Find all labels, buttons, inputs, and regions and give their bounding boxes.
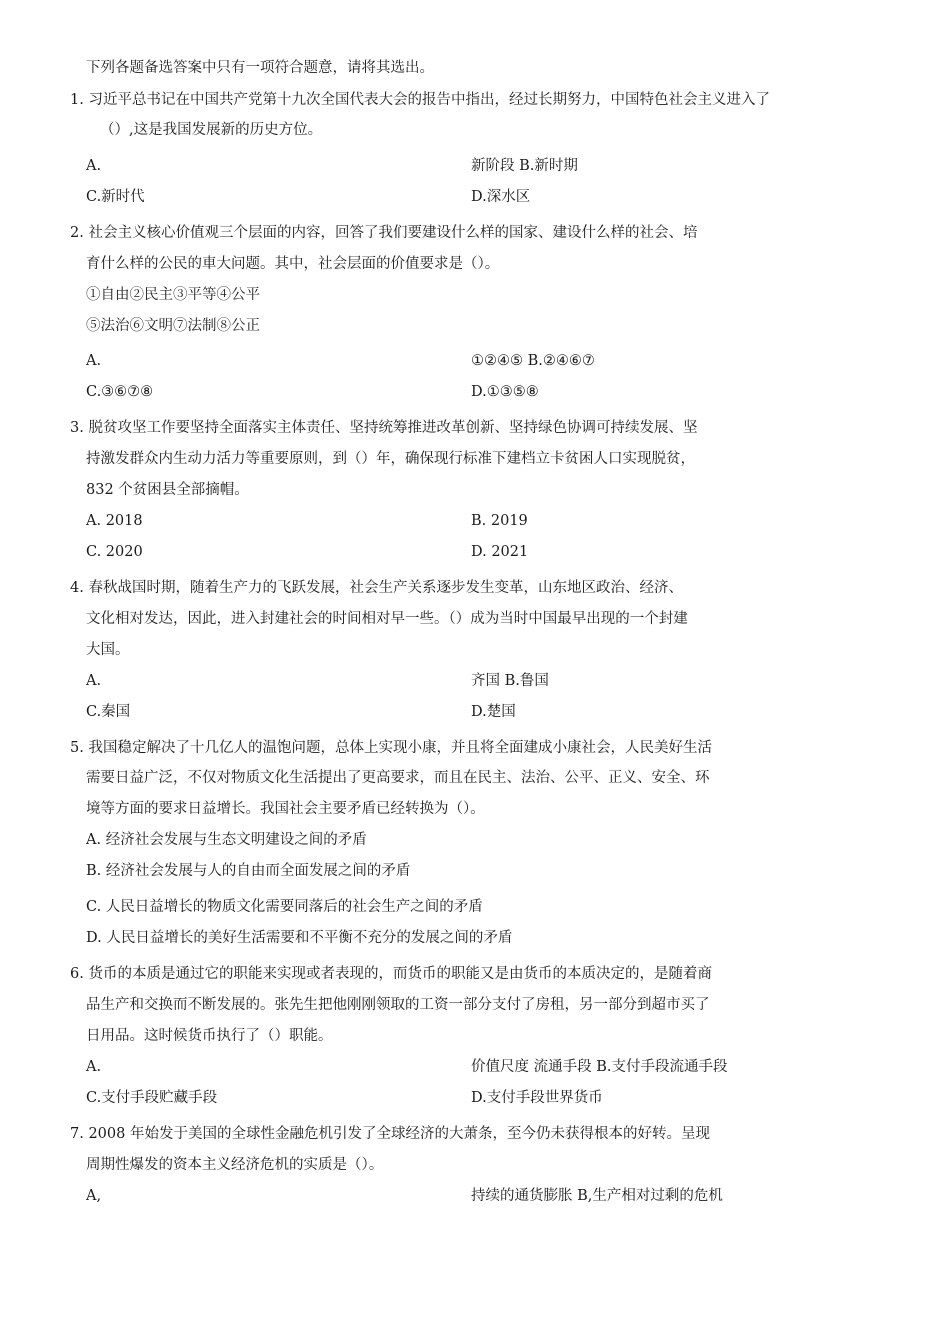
question-5-option-d: D. 人民日益增长的美好生活需要和不平衡不充分的发展之间的矛盾 [86, 930, 513, 946]
question-2-option-b: ①②④⑤ B.②④⑥⑦ [471, 353, 595, 369]
question-4-stem-line-3: 大国。 [86, 642, 130, 658]
question-5-stem-line-3: 境等方面的要求日益增长。我国社会主要矛盾已经转换为（）。 [86, 801, 485, 817]
instructions: 下列各题备选答案中只有一项符合题意，请将其选出。 [86, 60, 434, 76]
question-2-choices-line-2: ⑤法治⑥文明⑦法制⑧公正 [86, 318, 260, 334]
question-1-stem-line-2: （）,这是我国发展新的历史方位。 [100, 122, 323, 138]
question-1-option-a: A. [86, 158, 102, 174]
question-6-stem-line-3: 日用品。这时候货币执行了（）职能。 [86, 1028, 333, 1044]
question-1-option-d: D.深水区 [471, 189, 531, 205]
question-6-option-b: 价值尺度 流通手段 B.支付手段流通手段 [471, 1059, 728, 1075]
question-1-stem-line-1: 1. 习近平总书记在中国共产党第十九次全国代表大会的报告中指出，经过长期努力，中国特色社会主义进入了 [70, 92, 770, 108]
question-7-stem-line-1: 7. 2008 年始发于美国的全球性金融危机引发了全球经济的大萧条，至今仍未获得根本的好转。呈现 [70, 1126, 710, 1142]
question-4-option-a: A. [86, 673, 102, 689]
question-2-option-a: A. [86, 353, 102, 369]
question-6-stem-line-2: 品生产和交换而不断发展的。张先生把他刚刚领取的工资一部分支付了房租，另一部分到超市买了 [86, 997, 710, 1013]
question-2-choices-line-1: ①自由②民主③平等④公平 [86, 287, 260, 303]
question-3-stem-line-3: 832 个贫困县全部摘帽。 [86, 482, 249, 498]
question-2-stem-line-1: 2. 社会主义核心价值观三个层面的内容，回答了我们要建设什么样的国家、建设什么样的社会、培 [70, 225, 698, 241]
question-1-option-b: 新阶段 B.新时期 [471, 158, 578, 174]
question-3-option-c: C. 2020 [86, 544, 143, 560]
question-3-stem-line-1: 3. 脱贫攻坚工作要坚持全面落实主体责任、坚持统筹推进改革创新、坚持绿色协调可持续发展、坚 [70, 420, 698, 436]
question-3-option-b: B. 2019 [471, 513, 528, 529]
question-1-option-c: C.新时代 [86, 189, 145, 205]
question-5-stem-line-1: 5. 我国稳定解决了十几亿人的温饱问题，总体上实现小康，并且将全面建成小康社会，人民美好生活 [70, 740, 712, 756]
question-5-option-c: C. 人民日益增长的物质文化需要同落后的社会生产之间的矛盾 [86, 899, 483, 915]
question-6-option-c: C.支付手段贮藏手段 [86, 1090, 218, 1106]
question-5-option-a: A. 经济社会发展与生态文明建设之间的矛盾 [86, 832, 367, 848]
question-4-option-b: 齐国 B.鲁国 [471, 673, 549, 689]
question-4-stem-line-2: 文化相对发达，因此，进入封建社会的时间相对早一些。（）成为当时中国最早出现的一个封建 [86, 611, 688, 627]
question-5-stem-line-2: 需要日益广泛，不仅对物质文化生活提出了更高要求，而且在民主、法治、公平、正义、安全、环 [86, 770, 710, 786]
question-5-option-b: B. 经济社会发展与人的自由而全面发展之间的矛盾 [86, 863, 411, 879]
question-3-option-d: D. 2021 [471, 544, 529, 560]
question-3-option-a: A. 2018 [86, 513, 143, 529]
question-7-option-a: A, [86, 1188, 102, 1204]
question-6-option-a: A. [86, 1059, 102, 1075]
question-4-option-c: C.秦国 [86, 704, 131, 720]
question-7-option-b: 持续的通货膨胀 B,生产相对过剩的危机 [471, 1188, 723, 1204]
question-2-option-d: D.①③⑤⑧ [471, 384, 539, 400]
question-6-stem-line-1: 6. 货币的本质是通过它的职能来实现或者表现的，而货币的职能又是由货币的本质决定的，是随着商 [70, 966, 712, 982]
question-7-stem-line-2: 周期性爆发的资本主义经济危机的实质是（）。 [86, 1157, 384, 1173]
question-4-option-d: D.楚国 [471, 704, 516, 720]
question-6-option-d: D.支付手段世界货币 [471, 1090, 603, 1106]
question-3-stem-line-2: 持激发群众内生动力活力等重要原则，到（）年，确保现行标准下建档立卡贫困人口实现脱贫， [86, 451, 695, 467]
question-4-stem-line-1: 4. 春秋战国时期，随着生产力的飞跃发展，社会生产关系逐步发生变革，山东地区政治、经济、 [70, 580, 683, 596]
question-2-option-c: C.③⑥⑦⑧ [86, 384, 154, 400]
question-2-stem-line-2: 育什么样的公民的車大问题。其中，社会层面的价值要求是（）。 [86, 256, 500, 272]
